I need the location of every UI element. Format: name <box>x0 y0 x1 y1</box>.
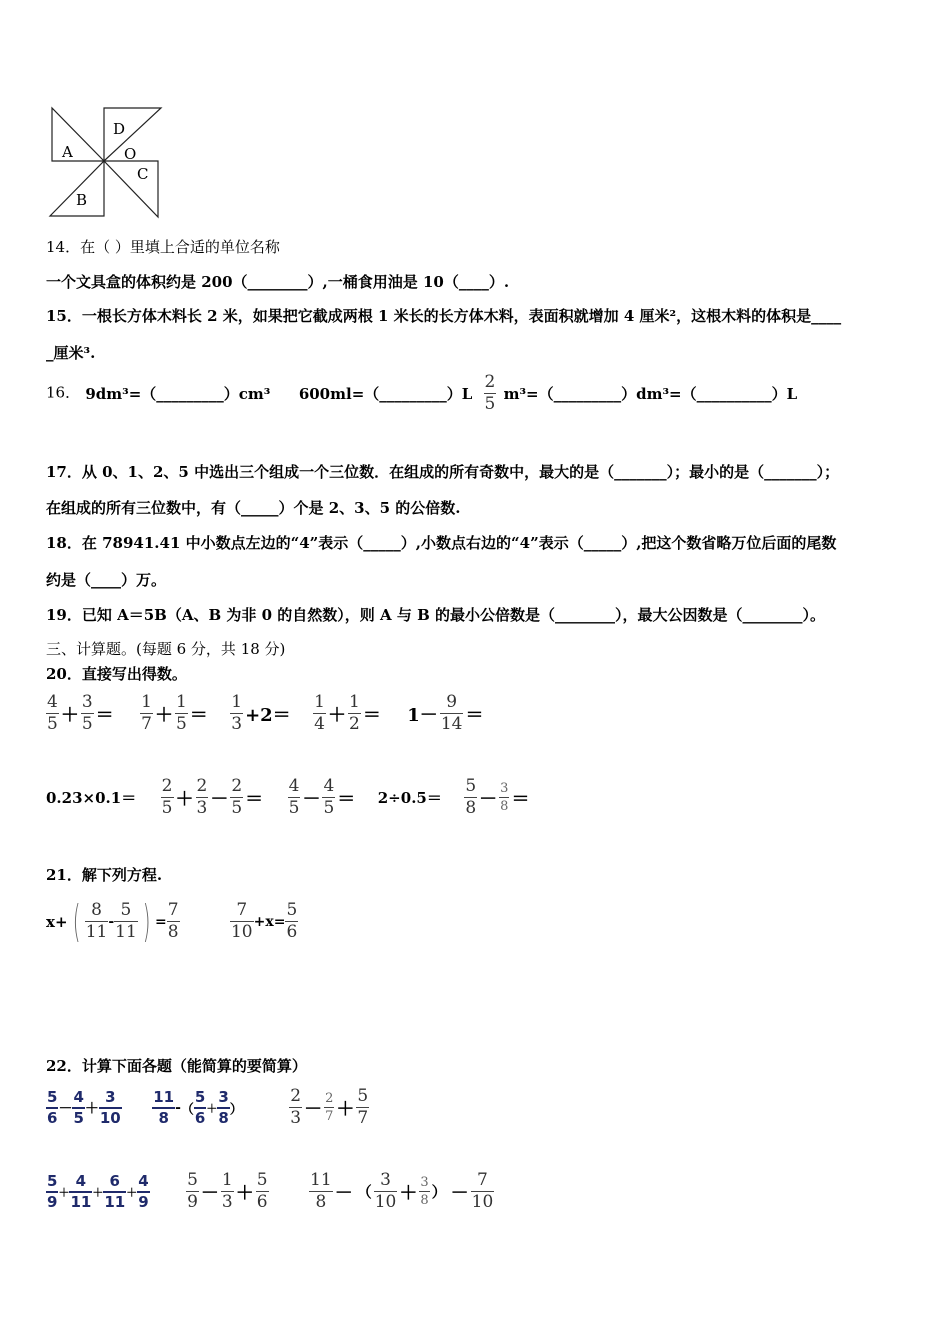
figure-label-o: O <box>124 145 137 163</box>
figure-label-c: C <box>137 165 149 183</box>
q21-title: 21．解下列方程. <box>46 866 163 884</box>
q22-title: 22．计算下面各题（能简算的要简算） <box>46 1057 307 1075</box>
q22-r2-e1: $\frac{5}{9}$ ＋ $\frac{4}{11}$ ＋ $\frac{6}{11}$ ＋ $\frac{4}{9}$ <box>47 1171 149 1211</box>
figure-label-d: D <box>113 120 126 138</box>
q17-line1: 17．从 0、1、2、5 中选出三个组成一个三位数．在组成的所有奇数中，最大的是（_______）；最小的是（_______）； <box>46 463 840 481</box>
q20-r1-e1: $\frac{4}{5}$ ＋ $\frac{3}{5}$ ＝ <box>47 692 114 734</box>
q16-part1: 9dm³=（_________）cm³ <box>85 385 271 403</box>
q22-row2 <box>46 1172 494 1211</box>
q21-eq2: $\frac{7}{10}$ +x= $\frac{5}{6}$ <box>230 900 298 942</box>
q16-part2: 600ml=（_________）L <box>298 385 473 403</box>
q20-r1-e5: 1－ $\frac{9}{14}$ ＝ <box>407 692 484 734</box>
q20-row1 <box>46 694 485 733</box>
q21-equations <box>46 896 298 947</box>
q20-r1-e4: $\frac{1}{4}$ ＋ $\frac{1}{2}$ ＝ <box>314 692 381 734</box>
q14-body: 一个文具盒的体积约是 200（________）,一桶食用油是 10（____）. <box>46 273 510 291</box>
q18-line1: 18．在 78941.41 中小数点左边的“4”表示（_____）,小数点右边的“4”表示（_____）,把这个数省略万位后面的尾数 <box>46 534 837 552</box>
q22-r2-e3: $\frac{11}{8}$ － （ $\frac{3}{10}$ ＋ $\frac{3}{8}$ ） － $\frac{7}{10}$ <box>310 1170 494 1212</box>
figure-label-b: B <box>76 191 88 209</box>
q21-eq1: x+ ( $\frac{8}{11}$ - $\frac{5}{11}$ ) = $\frac{7}{8}$ <box>46 896 179 947</box>
q20-r2-e1: 0.23×0.1＝ <box>46 789 137 807</box>
q14-title: 14．在（ ）里填上合适的单位名称 <box>46 238 280 256</box>
q16-fraction: $\frac{2}{5}$ <box>484 372 496 414</box>
q20-r2-e4: 2÷0.5＝ <box>377 789 442 807</box>
q22-row1 <box>46 1088 369 1127</box>
q20-r2-e5: $\frac{5}{8}$ － $\frac{3}{8}$ ＝ <box>465 776 530 818</box>
q18-line2: 约是（____）万。 <box>46 571 167 589</box>
q17-line2: 在组成的所有三位数中，有（_____）个是 2、3、5 的公倍数. <box>46 499 461 517</box>
figure-label-a: A <box>62 143 73 161</box>
section3-title: 三、计算题。(每题 6 分，共 18 分) <box>46 640 286 658</box>
q20-row2 <box>46 778 531 817</box>
q22-r1-e2: $\frac{11}{8}$ -（ $\frac{5}{6}$ ＋ $\frac{3}{8}$ ） <box>153 1087 243 1127</box>
q22-r2-e2: $\frac{5}{9}$ － $\frac{1}{3}$ ＋ $\frac{5}{6}$ <box>187 1170 268 1212</box>
q16-part3: m³=（_________）dm³=（__________）L <box>503 385 798 403</box>
pinwheel-figure <box>46 100 166 222</box>
q20-r2-e3: $\frac{4}{5}$ － $\frac{4}{5}$ ＝ <box>288 776 356 818</box>
q20-r1-e3: $\frac{1}{3}$ +2＝ <box>231 692 291 734</box>
q16-row <box>46 374 797 413</box>
q15-line2: _厘米³. <box>46 344 96 362</box>
q20-title: 20．直接写出得数。 <box>46 665 187 683</box>
q22-r1-e3: $\frac{2}{3}$ － $\frac{2}{7}$ ＋ $\frac{5}{7}$ <box>290 1086 369 1128</box>
q15-line1: 15．一根长方体木料长 2 米，如果把它截成两根 1 米长的长方体木料，表面积就增加 4 厘米²，这根木料的体积是____ <box>46 307 842 325</box>
q22-r1-e1: $\frac{5}{6}$ － $\frac{4}{5}$ ＋ $\frac{3}{10}$ <box>47 1087 121 1127</box>
q20-r1-e2: $\frac{1}{7}$ ＋ $\frac{1}{5}$ ＝ <box>141 692 208 734</box>
q19-line1: 19．已知 A＝5B（A、B 为非 0 的自然数），则 A 与 B 的最小公倍数是（________），最大公因数是（________）。 <box>46 606 825 624</box>
q20-r2-e2: $\frac{2}{5}$ ＋ $\frac{2}{3}$ － $\frac{2}{5}$ ＝ <box>161 776 264 818</box>
q16-number: 16． <box>46 383 81 402</box>
